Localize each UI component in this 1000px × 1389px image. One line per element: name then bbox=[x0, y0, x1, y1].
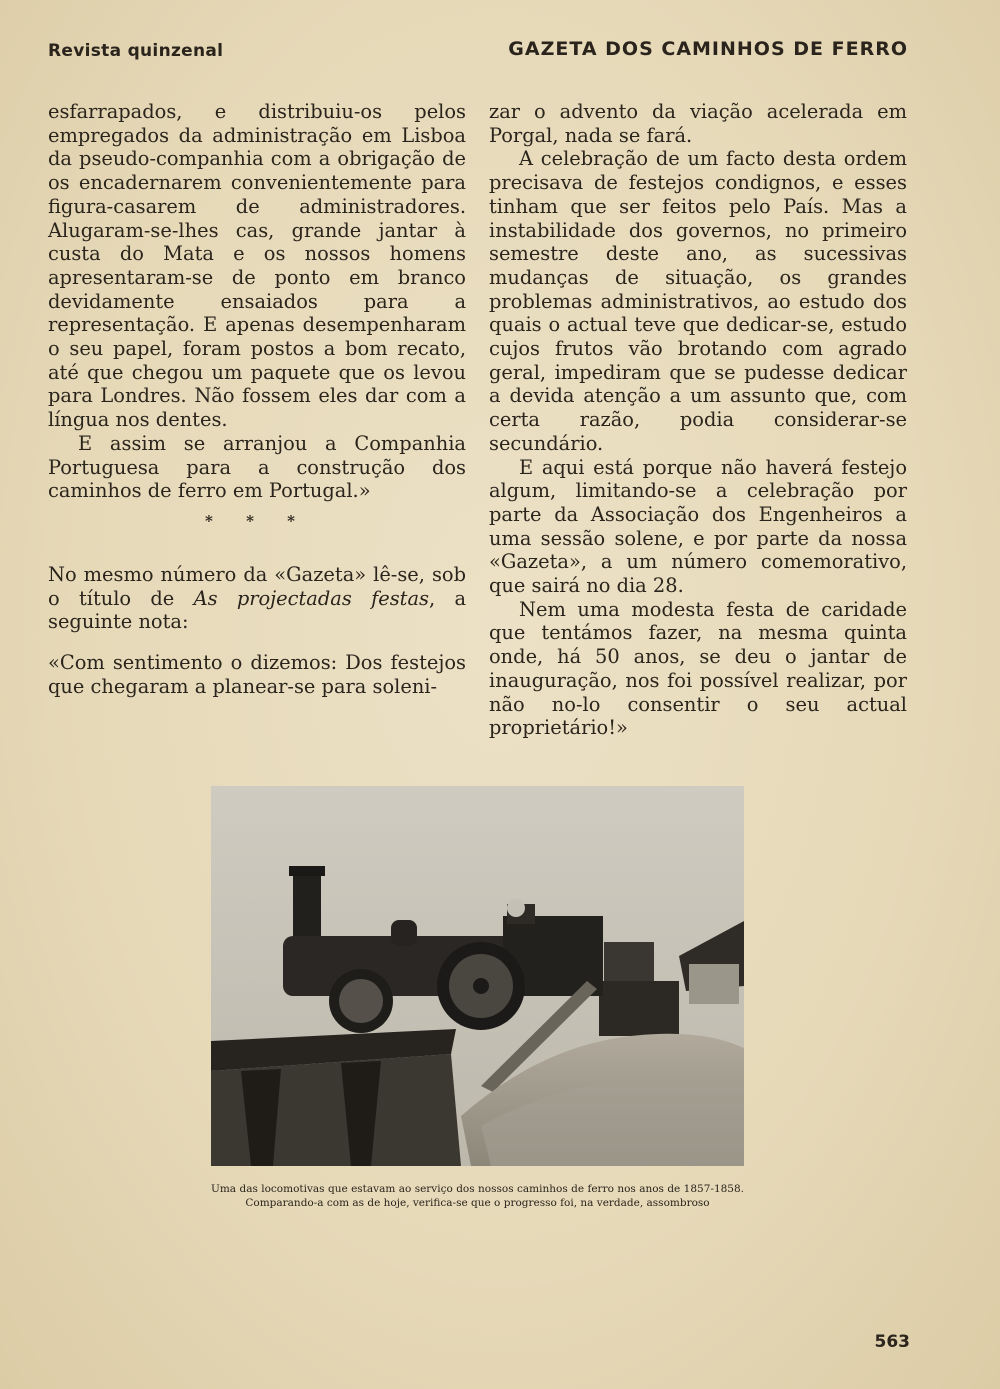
photo-caption: Uma das locomotivas que estavam ao serviço dos nossos caminhos de ferro nos anos de 1857-1858. Comparando-a com as de hoje, verifica-se que o progresso foi, na verdade, assombroso bbox=[211, 1183, 744, 1209]
left-paragraph-3 bbox=[48, 563, 466, 634]
left-paragraph-1: esfarrapados, e distribuiu-os pelos empregados da administração em Lisboa da pseudo-companhia com a obrigação de os encadernarem convenientemente para figura-casarem de administradores. Alugaram-se-lhes cas, grande jantar à custa do Mata e os nossos homens apresentaram-se de ponto em branco devidamente ensaiados para a representação. E apenas desempenharam o seu papel, foram postos a bom recato, até que chegou um paquete que os levou para Londres. Não fossem eles dar com a língua nos dentes. bbox=[48, 100, 466, 432]
right-column bbox=[489, 100, 907, 740]
header-magazine-title: GAZETA DOS CAMINHOS DE FERRO bbox=[508, 38, 908, 60]
header-publication-frequency: Revista quinzenal bbox=[48, 41, 224, 61]
left-column-second-section bbox=[48, 563, 466, 699]
p3-text-after: , a seguinte nota: bbox=[48, 586, 467, 634]
left-column bbox=[48, 100, 466, 503]
p3-text-before: No mesmo número da «Gazeta» lê-se, sob o título de bbox=[48, 563, 466, 610]
left-paragraph-2: E assim se arranjou a Companhia Portuguesa para a construção dos caminhos de ferro em Portugal.» bbox=[48, 431, 466, 503]
p3-italic-title: As projectadas festas bbox=[193, 586, 429, 610]
page-number: 563 bbox=[874, 1332, 910, 1352]
right-paragraph-1: zar o advento da viação acelerada em Porgal, nada se fará. bbox=[489, 100, 907, 147]
right-paragraph-3: E aqui está porque não haverá festejo algum, limitando-se a celebração por parte da Associação dos Engenheiros a uma sessão solene, e por parte da nossa «Gazeta», a um número comemorativo, que sairá no dia 28. bbox=[489, 455, 907, 598]
section-separator: * * * bbox=[205, 512, 309, 530]
right-paragraph-4: Nem uma modesta festa de caridade que tentámos fazer, na mesma quinta onde, há 50 anos, se deu o jantar de inauguração, nos foi possível realizar, por não no-lo consentir o seu actual proprietário!» bbox=[489, 597, 907, 740]
left-paragraph-4: «Com sentimento o dizemos: Dos festejos que chegaram a planear-se para soleni- bbox=[48, 651, 466, 698]
right-paragraph-2: A celebração de um facto desta ordem precisava de festejos condignos, e esses tinham que ser feitos pelo País. Mas a instabilidade dos governos, no primeiro semestre deste ano, as sucessivas mudanças de situação, os grandes problemas administrativos, ao estudo dos quais o actual teve que dedicar-se, estudo cujos frutos vão brotando com agrado geral, impediram que se pudesse dedicar a devida atenção a um assunto que, com certa razão, podia considerar-se secundário. bbox=[489, 147, 907, 455]
locomotive-photograph bbox=[211, 786, 744, 1166]
